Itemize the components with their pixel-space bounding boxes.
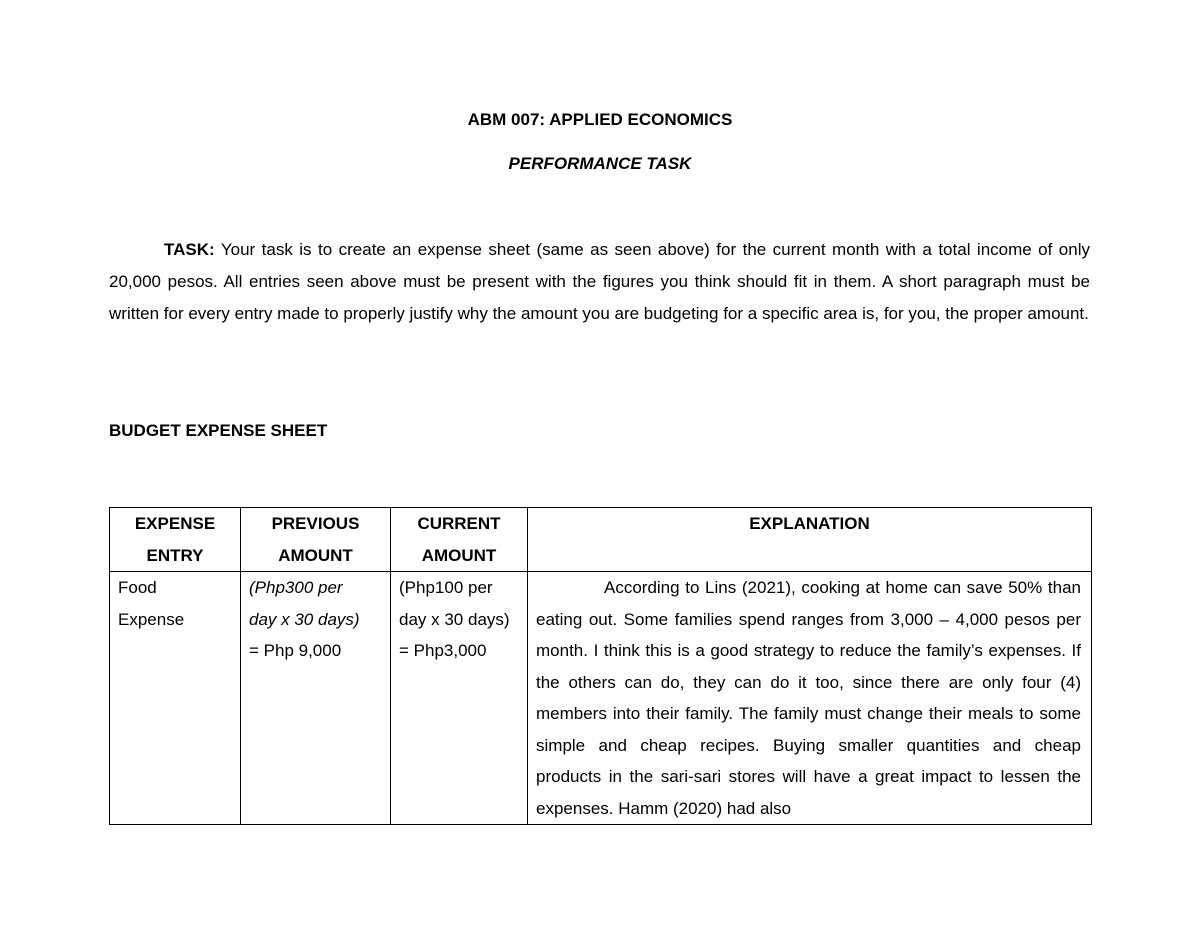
header-expense-entry: EXPENSE ENTRY (110, 508, 241, 572)
cell-previous-amount (241, 572, 391, 825)
task-paragraph (109, 234, 1090, 330)
document-title: ABM 007: APPLIED ECONOMICS (467, 110, 733, 129)
previous-amount-line2: day x 30 days) (249, 609, 360, 629)
document-subtitle: PERFORMANCE TASK (508, 154, 692, 173)
budget-sheet-heading: BUDGET EXPENSE SHEET (109, 421, 328, 440)
header-current-amount: CURRENT AMOUNT (391, 508, 528, 572)
task-label: TASK: (164, 240, 215, 259)
cell-current-amount (391, 572, 528, 825)
current-amount-line2: day x 30 days) (399, 609, 510, 629)
header-previous-amount: PREVIOUS AMOUNT (241, 508, 391, 572)
previous-amount-line1: (Php300 per (249, 578, 343, 597)
previous-amount-line3: = Php 9,000 (249, 641, 342, 660)
table-header-row (110, 508, 1092, 572)
header-explanation: EXPLANATION (528, 508, 1092, 572)
current-amount-line3: = Php3,000 (399, 641, 487, 660)
current-amount-line1: (Php100 per (399, 578, 493, 597)
cell-explanation: According to Lins (2021), cooking at home can save 50% than eating out. Some families spend ranges from 3,000 – 4,000 pesos per month. I think this is a good strategy to reduce the family’s expenses. If the others can do, they can do it too, since there are only four (4) members into their family. The family must change their meals to some simple and cheap recipes. Buying smaller quantities and cheap products in the sari-sari stores will have a great impact to lessen the expenses. Hamm (2020) had also (528, 572, 1092, 825)
table-row (110, 572, 1092, 825)
task-text: Your task is to create an expense sheet (same as seen above) for the current month with a total income of only 20,000 pesos. All entries seen above must be present with the figures you think should fit in them. A short paragraph must be written for every entry made to properly justify why the amount you are budgeting for a specific area is, for you, the proper amount. (109, 240, 1090, 323)
cell-expense-entry: Food Expense (110, 572, 241, 825)
budget-expense-table (109, 507, 1092, 825)
